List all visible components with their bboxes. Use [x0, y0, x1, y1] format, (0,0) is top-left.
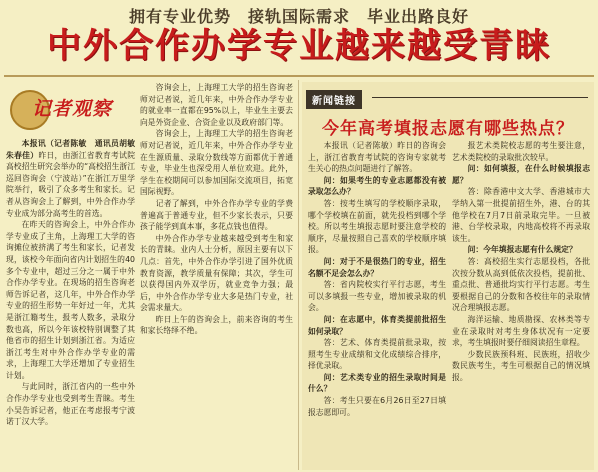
sidebar-tag-rule	[372, 97, 588, 98]
sidebar-paragraph: 本报讯（记者陈敏）昨日的咨询会上，浙江省教育考试院的咨询专家就考生关心的热点问题进行了解答。	[308, 141, 446, 174]
sidebar-answer: 答：高校招生实行志愿投档，各批次按分数从高到低依次投档，提前批、重点批、普通批均实行平行志愿。考生要根据自己的分数和各校往年的录取情况合理填报志愿。	[452, 256, 590, 313]
sidebar-question: 问：如何填报，在什么时候填报志愿？	[452, 164, 590, 185]
sidebar-title: 今年高考填报志愿有哪些热点？	[322, 119, 574, 139]
column-badge	[10, 88, 136, 132]
column-divider	[298, 80, 299, 470]
news-link-sidebar	[302, 82, 594, 470]
sidebar-column-2	[452, 140, 590, 466]
sidebar-tag: 新闻链接	[306, 90, 362, 109]
title-divider	[4, 75, 594, 77]
sidebar-column-1	[308, 140, 446, 466]
sidebar-answer: 答：省内院校实行平行志愿，考生可以多填报一些专业，增加被录取的机会。	[308, 280, 446, 313]
sidebar-paragraph: 少数民族预科班、民族班，招收少数民族考生，考生可根据自己的情况填报。	[452, 349, 590, 382]
article-paragraph: 在昨天的咨询会上，中外合作办学专业成了主角，上海理工大学的咨询摊位被挤满了考生和家长，记者发现，该校今年面向省内计划招生的40多个专业中，超过三分之一属于中外合作办学专业。在现场的招生咨询老师告诉记者，这几年，中外合作办学专业的招生形势一年好过一年，尤其是浙江籍考生，报考人数多，录取分数也高，所以今年该校特别调整了其他省市的招生计划到浙江省。为适应浙江考生对中外合作办学专业的需求，上海理工大学还增加了专业招生计划。	[6, 220, 135, 380]
sidebar-question: 问：艺术类专业的招生录取时间是什么？	[308, 372, 446, 394]
sidebar-question: 问：今年填报志愿有什么规定？	[467, 245, 577, 255]
article-paragraph: 与此同时，浙江省内的一些中外合作办学专业也受到考生青睐。考生小吴告诉记者，他正在考虑报考宁波诺丁汉大学。	[6, 382, 135, 427]
sidebar-answer: 答：按考生填写的学校顺序录取，哪个学校填在前面，就先投档到哪个学校。所以考生填报志愿时要注意学校的顺序，尽量按照自己喜欢的学校顺序填报。	[308, 198, 446, 255]
sidebar-answer: 答：除香港中文大学、香港城市大学纳入第一批提前招生外，港、台的其他学校在7月7日前录取完毕。一旦被港、台学校录取，内地高校将不再录取该生。	[452, 187, 590, 243]
article-paragraph: 中外合作办学专业越来越受到考生和家长的青睐。业内人士分析，原因主要有以下几点：首先，中外合作办学引进了国外优质教育资源，教学质量有保障；其次，学生可以获得国内外双学历，就业竞争力强；最后，中外合作办学专业大多是热门专业，社会需求量大。	[140, 233, 293, 313]
column-badge-label: 记者观察	[32, 98, 113, 120]
article-paragraph: 咨询会上，上海理工大学的招生咨询老师对记者说，近几年来，中外合作办学专业的就业率一直都在95%以上，毕业生主要去向是外资企业、合资企业以及政府部门等。	[140, 83, 293, 127]
article-paragraph: 记者了解到，中外合作办学专业的学费普遍高于普通专业，但不少家长表示，只要孩子能学到真本事，多花点钱也值得。	[140, 198, 293, 232]
headline-kicker: 拥有专业优势 接轨国际需求 毕业出路良好	[128, 7, 469, 26]
sidebar-question: 问：对于不是很热门的专业，招生名额不足会怎么办？	[308, 256, 446, 278]
sidebar-paragraph: 海洋运输、地质勘探、农林类等专业在录取时对考生身体状况有一定要求，考生填报时要仔细阅读招生章程。	[452, 314, 590, 348]
sidebar-question: 问：如果考生的专业志愿都没有被录取怎么办？	[308, 175, 446, 197]
article-paragraph: 昨日，由浙江省教育考试院高校招生研究会举办的“高校招生浙江巡回咨询会（宁波站）”在浙江万里学院举行，吸引了众多考生和家长。记者从咨询会上了解到，中外合作办学专业成为部分高考生的首选。	[6, 150, 135, 218]
sidebar-paragraph: 报艺术类院校志愿的考生要注意，艺术类院校的录取批次较早。	[452, 141, 590, 162]
article-paragraph: 咨询会上，上海理工大学的招生咨询老师对记者说，近几年来，中外合作办学专业在生源质量、录取分数线等方面都优于普通专业，毕业生也深受用人单位欢迎。此外，学生在校期间可以参加国际交流项目，拓宽国际视野。	[140, 129, 293, 197]
article-column-2	[140, 82, 293, 468]
sidebar-answer: 答：考生只要在6月26日至27日填报志愿即可。	[308, 396, 446, 417]
sidebar-answer: 答：艺术、体育类提前批录取，按照考生专业成绩和文化成绩综合排序，择优录取。	[308, 338, 446, 371]
page-title: 中外合作办学专业越来越受青睐	[47, 26, 551, 66]
sidebar-question: 问：在志愿中，体育类提前批招生如何录取？	[308, 314, 446, 336]
article-column-1	[6, 138, 135, 468]
article-byline: 本报讯（记者陈敏 通讯员胡敏 朱春佳）	[6, 139, 135, 160]
article-paragraph: 昨日上午的咨询会上，前来咨询的考生和家长络绎不绝。	[140, 314, 293, 336]
